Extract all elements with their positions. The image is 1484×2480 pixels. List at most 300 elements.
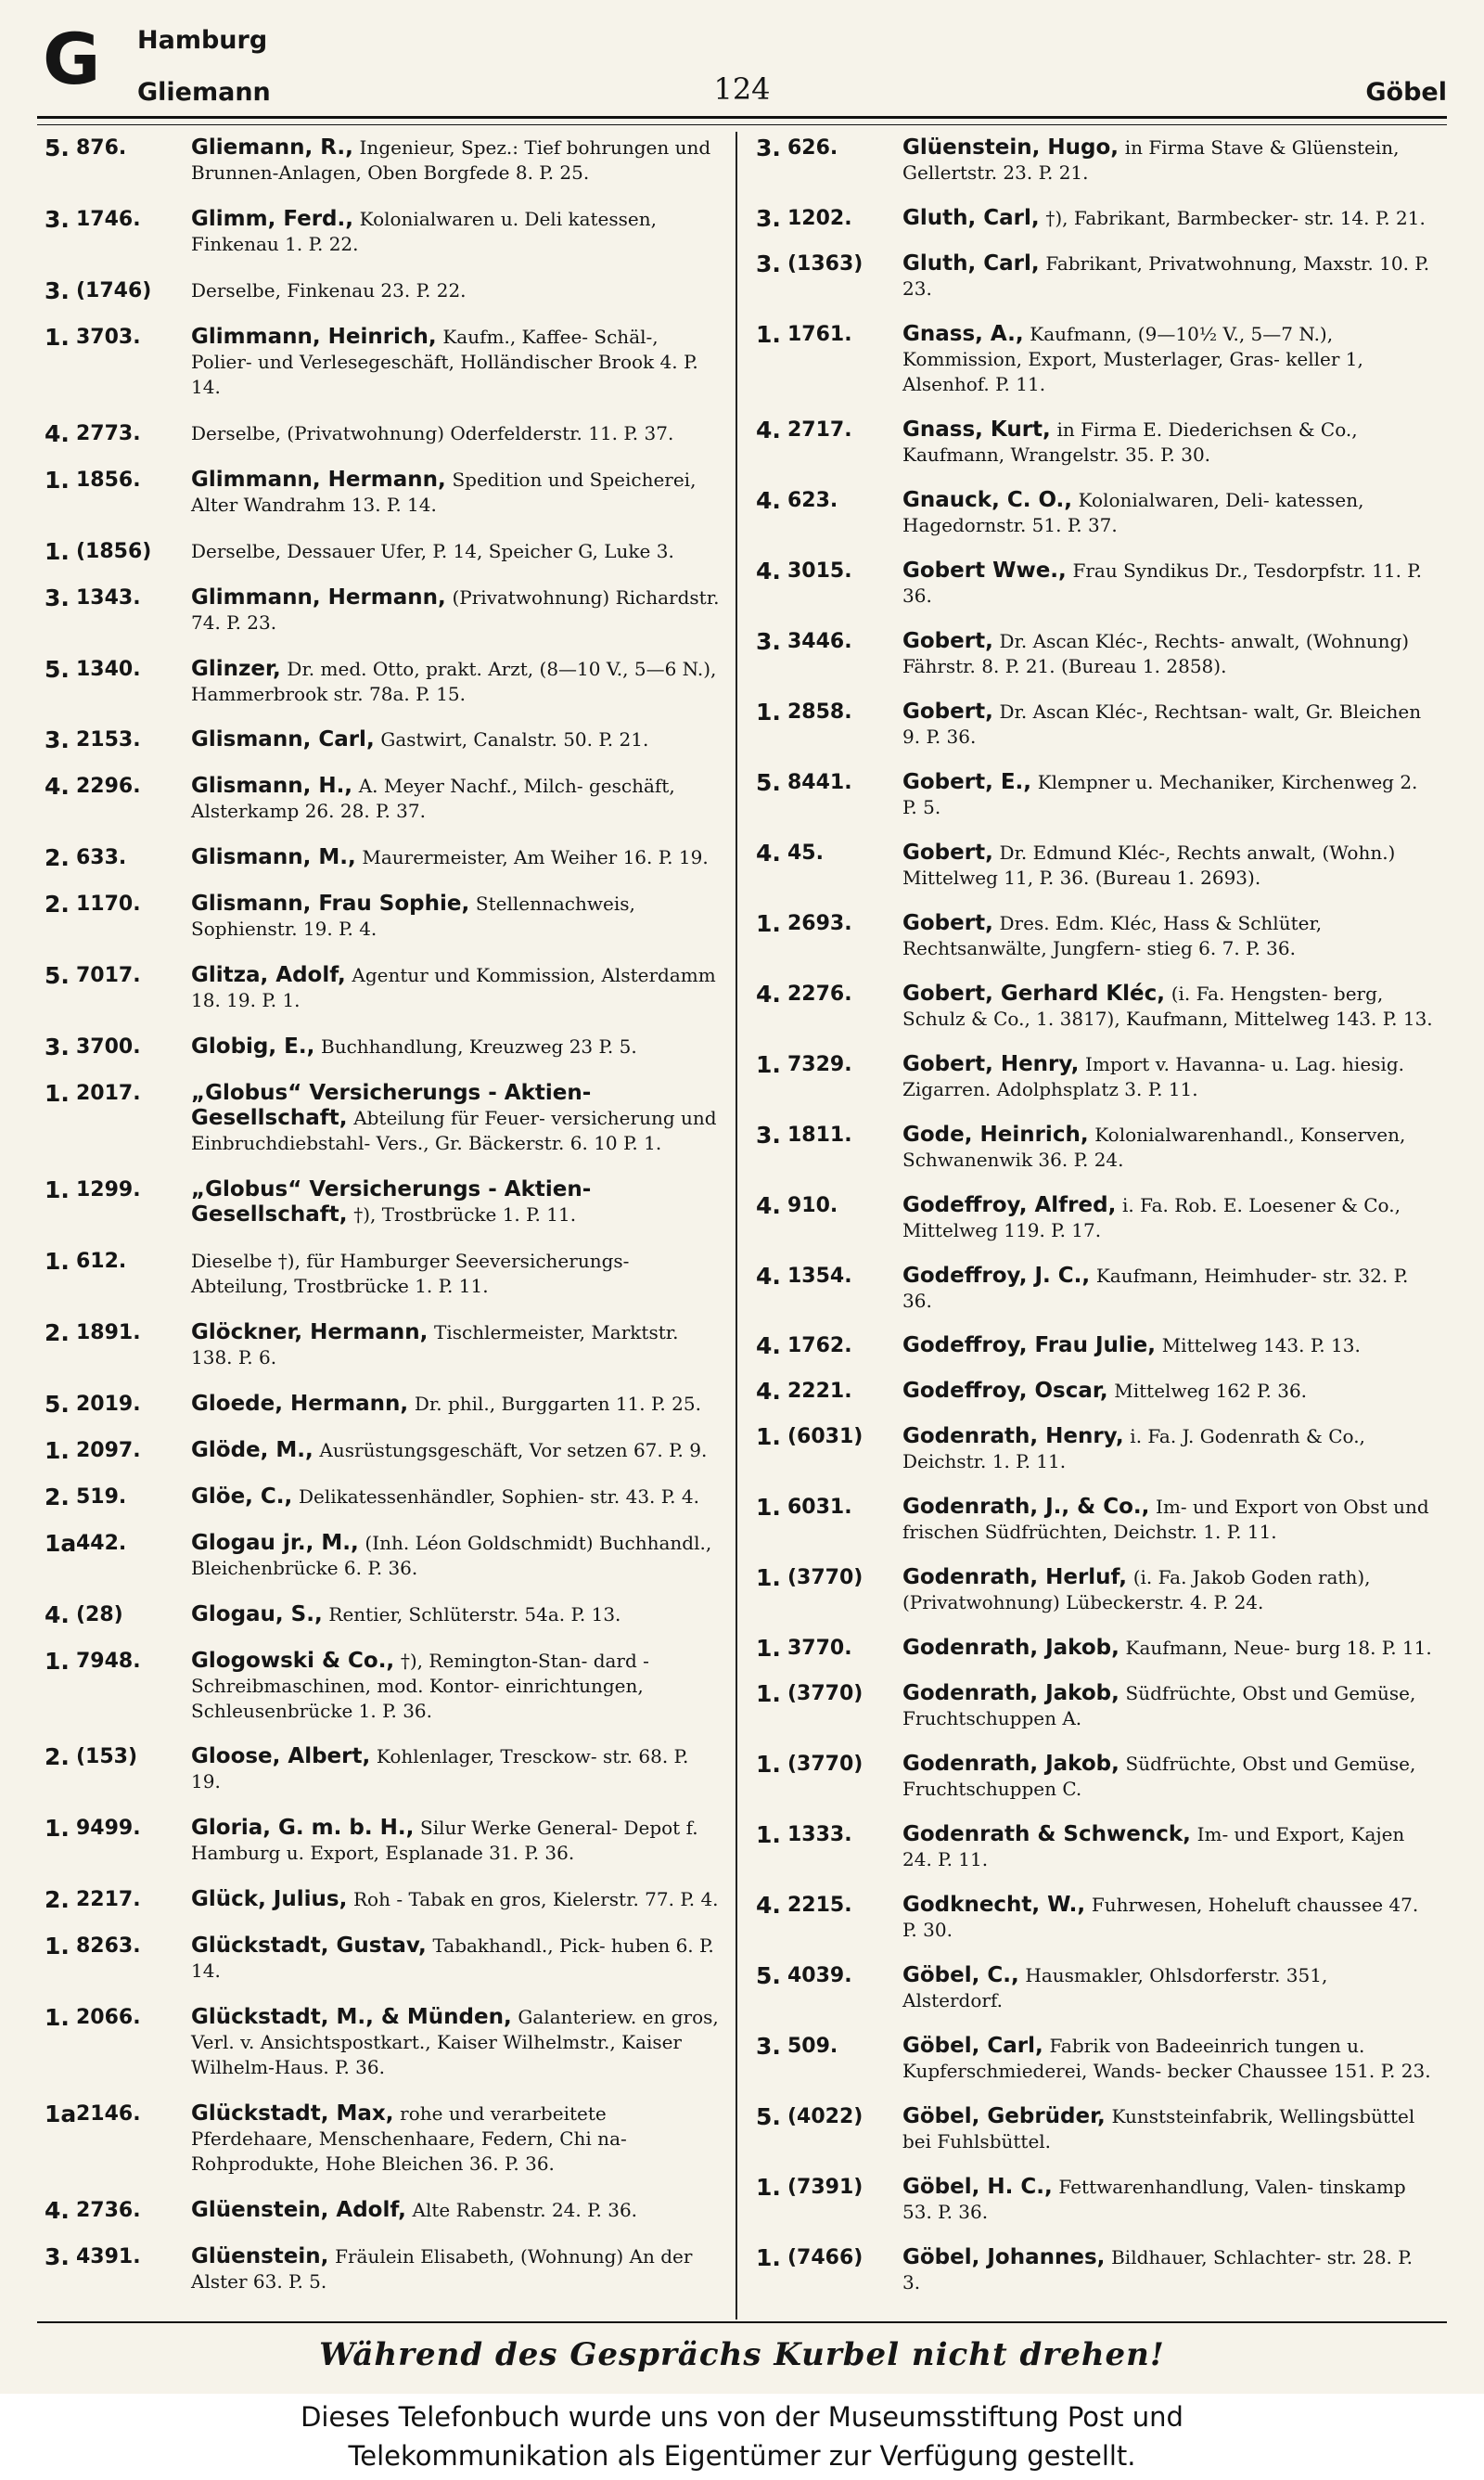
directory-entry <box>756 629 1433 679</box>
entry-name: Gloose, Albert, <box>191 1744 371 1769</box>
entry-class: 4. <box>756 1262 781 1290</box>
entry-details: Dr. Ascan Kléc-, Rechts- anwalt, (Wohnung) Fährstr. 8. P. 21. (Bureau 1. 2858). <box>902 629 1410 677</box>
entry-class: 1a <box>45 1529 77 1557</box>
directory-entry <box>756 1636 1433 1661</box>
entry-number: 1811. <box>787 1123 852 1147</box>
entry-details: Kaufmann, Neue- burg 18. P. 11. <box>1125 1637 1432 1660</box>
entry-details: Kohlenlager, Tresckow- str. 68. P. 19. <box>191 1745 689 1793</box>
entry-number: 7329. <box>787 1052 852 1076</box>
entry-name: Glüenstein, Adolf, <box>191 2198 406 2223</box>
entry-class: 1. <box>756 1635 781 1663</box>
entry-name: Glismann, M., <box>191 845 356 870</box>
entry-number: (6031) <box>787 1425 864 1449</box>
entry-number: 1170. <box>76 893 141 917</box>
entry-details: Kolonialwaren, Deli- katessen, Hagedornstr. 51. P. 37. <box>902 488 1364 536</box>
footer-rule <box>37 2321 1447 2323</box>
entry-name: Godeffroy, J. C., <box>902 1263 1091 1288</box>
entry-class: 1. <box>756 1494 781 1522</box>
entry-details: Hausmakler, Ohlsdorferstr. 351, Alsterdorf. <box>902 1964 1328 2012</box>
entry-number: 1299. <box>76 1178 141 1201</box>
directory-entry <box>45 963 722 1013</box>
directory-entry <box>45 1484 722 1510</box>
directory-entry <box>756 911 1433 961</box>
directory-entry <box>45 207 722 257</box>
entry-number: 2146. <box>76 2102 141 2127</box>
entry-number: 7017. <box>76 964 141 988</box>
entry-name: Glismann, Carl, <box>191 727 375 752</box>
left-column <box>45 135 722 2316</box>
entry-number: 633. <box>76 846 127 870</box>
entry-number: (1363) <box>787 251 864 276</box>
entry-class: 5. <box>756 2103 781 2131</box>
entry-number: 509. <box>787 2035 838 2059</box>
entry-details: Bildhauer, Schlachter- str. 28. P. 3. <box>902 2246 1414 2294</box>
entry-name: Gloede, Hermann, <box>191 1391 409 1416</box>
entry-number: 2717. <box>787 418 852 442</box>
entry-name: Gobert, E., <box>902 769 1032 794</box>
entry-class: 3. <box>45 276 70 304</box>
entry-name: Godenrath, J., & Co., <box>902 1495 1150 1520</box>
entry-details: in Firma Stave & Glüenstein, Gellertstr. 23. P. 21. <box>902 136 1400 184</box>
entry-name: Globig, E., <box>191 1034 315 1060</box>
entry-number: 2773. <box>76 421 141 445</box>
entry-number: 8441. <box>787 770 852 794</box>
entry-number: 1202. <box>787 206 852 230</box>
directory-entry <box>756 1963 1433 2013</box>
entry-name: Gobert, <box>902 699 993 724</box>
entry-number: 2276. <box>787 982 852 1006</box>
entry-details: Im- und Export von Obst und frischen Südfrüchten, Deichstr. 1. P. 11. <box>902 1496 1429 1544</box>
entry-class: 4. <box>45 419 70 447</box>
entry-class: 3. <box>756 2033 781 2061</box>
entry-details: Fuhrwesen, Hoheluft chaussee 47. P. 30. <box>902 1894 1419 1942</box>
entry-number: 3446. <box>787 629 852 653</box>
entry-details: Agentur und Kommission, Alsterdamm 18. 19. P. 1. <box>191 964 716 1012</box>
entry-class: 2. <box>45 844 70 872</box>
entry-number: 2097. <box>76 1438 141 1462</box>
entry-name: Gobert Wwe., <box>902 558 1067 583</box>
entry-class: 2. <box>45 1318 70 1346</box>
entry-number: 3770. <box>787 1637 852 1661</box>
entry-class: 4. <box>756 839 781 867</box>
entry-name: Göbel, H. C., <box>902 2175 1053 2200</box>
entry-details: Fabrikant, Privatwohnung, Maxstr. 10. P. 23. <box>902 251 1430 300</box>
directory-entry <box>45 1531 722 1581</box>
entry-name: Godenrath, Jakob, <box>902 1752 1119 1777</box>
entry-class: 1. <box>756 1423 781 1451</box>
directory-entry <box>45 1887 722 1912</box>
entry-class: 4. <box>756 1378 781 1406</box>
column-divider <box>736 132 737 2319</box>
right-column <box>756 135 1433 2316</box>
entry-number: 626. <box>787 136 838 160</box>
entry-class: 5. <box>756 1962 781 1990</box>
entry-number: (3770) <box>787 1753 864 1777</box>
directory-entry <box>756 2034 1433 2084</box>
entry-details: Roh - Tabak en gros, Kielerstr. 77. P. 4. <box>353 1888 719 1911</box>
entry-number: 1856. <box>76 468 141 492</box>
footer-notice: Während des Gesprächs Kurbel nicht drehen! <box>319 2336 1165 2373</box>
entry-name: Godenrath, Jakob, <box>902 1636 1119 1661</box>
entry-details: Dr. Ascan Kléc-, Rechtsan- walt, Gr. Bleichen 9. P. 36. <box>902 700 1422 748</box>
entry-class: 1. <box>756 909 781 937</box>
directory-entry <box>45 774 722 824</box>
entry-name: Gnass, Kurt, <box>902 417 1051 442</box>
header-range-to: Göbel <box>1365 78 1447 107</box>
entry-class: 5. <box>45 1390 70 1418</box>
entry-class: 5. <box>45 962 70 990</box>
directory-entry <box>45 1034 722 1060</box>
entry-class: 4. <box>756 1892 781 1920</box>
entry-details: Fettwarenhandlung, Valen- tinskamp 53. P. 36. <box>902 2176 1406 2224</box>
entry-number: 623. <box>787 488 838 512</box>
entry-number: 4039. <box>787 1964 852 1988</box>
entry-details: Mittelweg 143. P. 13. <box>1161 1334 1361 1357</box>
entry-name: Glogau jr., M., <box>191 1530 359 1555</box>
entry-class: 5. <box>45 655 70 683</box>
directory-entry <box>756 488 1433 538</box>
entry-class: 1. <box>45 466 70 494</box>
entry-name: Glinzer, <box>191 656 281 681</box>
directory-entry <box>45 325 722 400</box>
entry-details: (i. Fa. Jakob Goden rath), (Privatwohnung) Lübeckerstr. 4. P. 24. <box>902 1566 1371 1614</box>
entry-details: Dr. phil., Burggarten 11. P. 25. <box>414 1392 701 1415</box>
entry-class: 1. <box>45 1176 70 1203</box>
entry-number: (28) <box>76 1602 123 1626</box>
entry-class: 4. <box>45 2197 70 2225</box>
entry-name: Glimmann, Hermann, <box>191 585 446 610</box>
entry-name: Gluth, Carl, <box>902 205 1040 230</box>
entry-number: 3015. <box>787 559 852 583</box>
entry-class: 1. <box>45 1815 70 1843</box>
page-header <box>37 20 1447 122</box>
directory-entry <box>756 982 1433 1032</box>
header-place: Hamburg <box>137 26 268 55</box>
entry-name: Glüenstein, <box>191 2244 329 2268</box>
entry-details: Fräulein Elisabeth, (Wohnung) An der Alster 63. P. 5. <box>191 2245 693 2293</box>
entry-details: Ingenieur, Spez.: Tief bohrungen und Brunnen-Anlagen, Oben Borgfede 8. P. 25. <box>191 136 711 184</box>
entry-details: Fabrik von Badeeinrich tungen u. Kupferschmiederei, Wands- becker Chaussee 151. P. 23. <box>902 2035 1431 2083</box>
entry-name: Glogau, S., <box>191 1601 323 1626</box>
entry-class: 1. <box>756 1564 781 1592</box>
entry-details: Derselbe, Finkenau 23. P. 22. <box>191 278 467 302</box>
entry-number: 1746. <box>76 207 141 231</box>
entry-class: 3. <box>756 627 781 655</box>
entry-class: 1. <box>756 1751 781 1779</box>
directory-entry <box>45 845 722 870</box>
directory-entry <box>45 2198 722 2223</box>
directory-entry <box>45 657 722 707</box>
directory-entry <box>756 1379 1433 1404</box>
entry-number: 8263. <box>76 1934 141 1959</box>
entry-name: Glitza, Adolf, <box>191 963 346 988</box>
entry-number: 1762. <box>787 1334 852 1358</box>
entry-number: 2693. <box>787 911 852 935</box>
directory-entry <box>45 1320 722 1370</box>
entry-name: Gloria, G. m. b. H., <box>191 1816 415 1841</box>
directory-entry <box>45 1816 722 1866</box>
entry-number: 2858. <box>787 700 852 724</box>
entry-name: Glückstadt, Max, <box>191 2101 394 2127</box>
entry-name: Gobert, Gerhard Kléc, <box>902 981 1166 1006</box>
caption-line-1: Dieses Telefonbuch wurde uns von der Museumsstiftung Post und <box>301 2401 1183 2433</box>
entry-details: Mittelweg 162 P. 36. <box>1114 1380 1308 1403</box>
entry-number: 2017. <box>76 1082 141 1106</box>
directory-entry <box>756 2245 1433 2295</box>
entry-details: Dr. med. Otto, prakt. Arzt, (8—10 V., 5—6 N.), Hammerbrook str. 78a. P. 15. <box>191 657 717 705</box>
entry-number: (153) <box>76 1745 138 1769</box>
entry-number: 1343. <box>76 585 141 610</box>
entry-details: †), Fabrikant, Barmbecker- str. 14. P. 21. <box>1045 206 1426 229</box>
entry-details: †), Trostbrücke 1. P. 11. <box>353 1203 577 1226</box>
directory-entry <box>45 1602 722 1627</box>
entry-name: Gobert, Henry, <box>902 1051 1080 1076</box>
entry-details: Derselbe, Dessauer Ufer, P. 14, Speicher G, Luke 3. <box>191 539 674 562</box>
entry-details: †), Remington-Stan- dard - Schreibmaschinen, mod. Kontor- einrichtungen, Schleusenbrücke 1. P. 36. <box>191 1649 649 1722</box>
entry-number: (4022) <box>787 2105 864 2129</box>
entry-number: (3770) <box>787 1682 864 1706</box>
entry-name: Godeffroy, Frau Julie, <box>902 1333 1156 1358</box>
entry-name: Godeffroy, Alfred, <box>902 1192 1117 1217</box>
caption-line-2: Telekommunikation als Eigentümer zur Verfügung gestellt. <box>348 2440 1136 2472</box>
entry-class: 4. <box>756 1332 781 1360</box>
entry-details: in Firma E. Diederichsen & Co., Kaufmann, Wrangelstr. 35. P. 30. <box>902 418 1358 466</box>
entry-class: 3. <box>45 584 70 611</box>
entry-details: (i. Fa. Hengsten- berg, Schulz & Co., 1. 3817), Kaufmann, Mittelweg 143. P. 13. <box>902 982 1433 1030</box>
directory-entry <box>756 135 1433 186</box>
entry-name: Gobert, <box>902 840 993 865</box>
entry-details: Kaufmann, Heimhuder- str. 32. P. 36. <box>902 1264 1409 1312</box>
entry-class: 3. <box>756 250 781 277</box>
entry-number: 910. <box>787 1193 838 1217</box>
entry-details: Dieselbe †), für Hamburger Seeversicherungs- Abteilung, Trostbrücke 1. P. 11. <box>191 1249 630 1297</box>
entry-details: Maurermeister, Am Weiher 16. P. 19. <box>362 846 709 869</box>
entry-class: 4. <box>756 416 781 443</box>
entry-class: 1. <box>45 1647 70 1675</box>
entry-details: Tabakhandl., Pick- huben 6. P. 14. <box>191 1934 714 1983</box>
entry-details: Im- und Export, Kajen 24. P. 11. <box>902 1823 1405 1871</box>
directory-entry <box>756 1752 1433 1802</box>
entry-number: 876. <box>76 136 127 160</box>
entry-name: Godenrath, Herluf, <box>902 1565 1128 1590</box>
entry-number: 6031. <box>787 1496 852 1520</box>
entry-class: 3. <box>756 135 781 161</box>
entry-number: 9499. <box>76 1817 141 1841</box>
directory-entry <box>45 278 722 303</box>
entry-number: 45. <box>787 841 824 865</box>
directory-entry <box>45 585 722 636</box>
entry-details: Alte Rabenstr. 24. P. 36. <box>412 2199 638 2222</box>
directory-entry <box>756 2104 1433 2154</box>
directory-entry <box>45 1392 722 1417</box>
entry-class: 2. <box>45 1483 70 1510</box>
entry-class: 3. <box>45 2243 70 2270</box>
directory-entry <box>756 1052 1433 1102</box>
entry-details: Tischlermeister, Marktstr. 138. P. 6. <box>191 1320 679 1368</box>
entry-details: Kaufmann, (9—10½ V., 5—7 N.), Kommission, Export, Musterlager, Gras- keller 1, Alsenhof. P. 11. <box>902 322 1363 395</box>
entry-number: (1746) <box>76 278 152 302</box>
entry-class: 3. <box>756 1121 781 1149</box>
directory-entry <box>756 1565 1433 1615</box>
entry-name: Göbel, C., <box>902 1963 1019 1988</box>
directory-entry <box>756 1264 1433 1314</box>
directory-entry <box>756 770 1433 820</box>
entry-name: Glöde, M., <box>191 1437 313 1462</box>
directory-entry <box>45 727 722 752</box>
directory-entry <box>45 1649 722 1724</box>
entry-details: Dres. Edm. Kléc, Hass & Schlüter, Rechtsanwälte, Jungfern- stieg 6. 7. P. 36. <box>902 911 1323 959</box>
entry-name: Gobert, <box>902 628 993 653</box>
entry-class: 1a <box>45 2101 77 2128</box>
entry-class: 1. <box>756 698 781 726</box>
header-rule <box>37 116 1447 119</box>
entry-number: 2153. <box>76 728 141 752</box>
entry-class: 1. <box>756 2244 781 2272</box>
directory-entry <box>756 1495 1433 1545</box>
entry-details: Abteilung für Feuer- versicherung und Einbruchdiebstahl- Vers., Gr. Bäckerstr. 6. 10 P. 1. <box>191 1107 717 1155</box>
entry-number: 4391. <box>76 2245 141 2268</box>
entry-name: Göbel, Carl, <box>902 2034 1043 2059</box>
entry-class: 1. <box>756 1050 781 1078</box>
entry-name: Glückstadt, Gustav, <box>191 1934 427 1959</box>
caption-bar <box>0 2394 1484 2480</box>
directory-entry <box>45 1249 722 1299</box>
entry-details: A. Meyer Nachf., Milch- geschäft, Alsterkamp 26. 28. P. 37. <box>191 775 675 823</box>
directory-entry <box>756 1424 1433 1474</box>
entry-number: 442. <box>76 1531 127 1555</box>
entry-class: 3. <box>756 204 781 232</box>
entry-number: 7948. <box>76 1649 141 1673</box>
entry-number: 1333. <box>787 1823 852 1847</box>
entry-details: Frau Syndikus Dr., Tesdorpfstr. 11. P. 36. <box>902 559 1423 607</box>
entry-class: 1. <box>45 537 70 565</box>
directory-entry <box>45 2005 722 2080</box>
entry-details: Dr. Edmund Kléc-, Rechts anwalt, (Wohn.) Mittelweg 11, P. 36. (Bureau 1. 2693). <box>902 841 1396 889</box>
entry-name: Glimmann, Hermann, <box>191 467 446 492</box>
entry-name: Glimmann, Heinrich, <box>191 324 437 349</box>
entry-class: 1. <box>45 323 70 351</box>
entry-name: Göbel, Johannes, <box>902 2245 1106 2270</box>
entry-details: Silur Werke General- Depot f. Hamburg u. Export, Esplanade 31. P. 36. <box>191 1817 698 1865</box>
entry-name: Gnass, A., <box>902 321 1024 346</box>
entry-details: Galanteriew. en gros, Verl. v. Ansichtspostkart., Kaiser Wilhelmstr., Kaiser Wilhelm-Haus. P. 36. <box>191 2006 719 2079</box>
entry-name: Godenrath, Jakob, <box>902 1681 1119 1706</box>
entry-number: 2019. <box>76 1392 141 1416</box>
entry-number: 1340. <box>76 657 141 681</box>
entry-number: 3700. <box>76 1035 141 1060</box>
directory-entry <box>45 539 722 564</box>
entry-details: Buchhandlung, Kreuzweg 23 P. 5. <box>321 1035 637 1059</box>
entry-details: Import v. Havanna- u. Lag. hiesig. Zigarren. Adolphsplatz 3. P. 11. <box>902 1052 1404 1100</box>
entry-details: Derselbe, (Privatwohnung) Oderfelderstr. 11. P. 37. <box>191 421 674 444</box>
entry-name: „Globus“ Versicherungs - Aktien- Gesellschaft, <box>191 1177 592 1227</box>
entry-details: Kunststeinfabrik, Wellingsbüttel bei Fuhlsbüttel. <box>902 2105 1415 2153</box>
entry-details: (Privatwohnung) Richardstr. 74. P. 23. <box>191 585 720 634</box>
entry-name: Glückstadt, M., & Münden, <box>191 2005 512 2030</box>
entry-name: Glismann, Frau Sophie, <box>191 892 470 917</box>
directory-entry <box>756 559 1433 609</box>
entry-class: 1. <box>756 1821 781 1849</box>
directory-entry <box>45 2101 722 2177</box>
entry-name: Gliemann, R., <box>191 135 353 160</box>
entry-number: 2215. <box>787 1894 852 1918</box>
entry-number: 1761. <box>787 322 852 346</box>
directory-entry <box>45 421 722 446</box>
entry-name: Gluth, Carl, <box>902 251 1040 276</box>
entry-details: Stellennachweis, Sophienstr. 19. P. 4. <box>191 893 635 941</box>
entry-name: Godeffroy, Oscar, <box>902 1379 1108 1404</box>
entry-class: 3. <box>45 726 70 754</box>
directory-entry <box>45 1081 722 1156</box>
entry-details: i. Fa. Rob. E. Loesener & Co., Mittelweg 119. P. 17. <box>902 1193 1401 1241</box>
entry-details: Kolonialwarenhandl., Konserven, Schwanenwik 36. P. 24. <box>902 1123 1406 1171</box>
directory-entry <box>45 1177 722 1227</box>
header-rule-thin <box>37 124 1447 125</box>
entry-name: Glöe, C., <box>191 1484 293 1509</box>
directory-entry <box>756 1333 1433 1358</box>
entry-class: 4. <box>756 980 781 1008</box>
entry-class: 3. <box>45 1034 70 1061</box>
entry-name: Godenrath & Schwenck, <box>902 1822 1191 1847</box>
entry-class: 1. <box>45 1436 70 1464</box>
entry-class: 5. <box>45 135 70 161</box>
entry-details: Spedition und Speicherei, Alter Wandrahm 13. P. 14. <box>191 468 697 516</box>
entry-number: 2296. <box>76 775 141 799</box>
entry-class: 4. <box>45 1600 70 1628</box>
entry-class: 2. <box>45 1886 70 1914</box>
directory-entry <box>756 1893 1433 1943</box>
entry-name: Glöckner, Hermann, <box>191 1319 429 1344</box>
entry-number: (3770) <box>787 1566 864 1590</box>
entry-class: 1. <box>45 1080 70 1108</box>
entry-details: rohe und verarbeitete Pferdehaare, Menschenhaare, Federn, Chi na-Rohprodukte, Hohe Bleichen 36. P. 36. <box>191 2102 627 2176</box>
directory-entry <box>45 1744 722 1794</box>
entry-class: 4. <box>756 1191 781 1219</box>
entry-name: Godknecht, W., <box>902 1893 1086 1918</box>
entry-class: 5. <box>756 768 781 796</box>
directory-entry <box>756 700 1433 750</box>
directory-entry <box>756 1123 1433 1173</box>
directory-entry <box>756 206 1433 231</box>
entry-number: 1354. <box>787 1264 852 1288</box>
entry-number: 1891. <box>76 1320 141 1344</box>
entry-class: 4. <box>45 773 70 801</box>
entry-name: Glüenstein, Hugo, <box>902 135 1119 160</box>
entry-name: „Globus“ Versicherungs - Aktien- Gesellschaft, <box>191 1081 592 1131</box>
directory-entry <box>45 1934 722 1984</box>
entry-class: 1. <box>45 2004 70 2032</box>
directory-entry <box>45 2244 722 2294</box>
directory-entry <box>756 251 1433 302</box>
directory-entry <box>756 2175 1433 2225</box>
entry-number: 519. <box>76 1484 127 1509</box>
entry-class: 1. <box>45 1933 70 1960</box>
directory-entry <box>756 1822 1433 1872</box>
entry-details: Klempner u. Mechaniker, Kirchenweg 2. P. 5. <box>902 770 1418 818</box>
entry-name: Glimm, Ferd., <box>191 206 353 231</box>
directory-entry <box>45 892 722 942</box>
entry-number: 612. <box>76 1249 127 1273</box>
entry-name: Godenrath, Henry, <box>902 1424 1124 1449</box>
directory-entry <box>756 841 1433 891</box>
entry-details: Ausrüstungsgeschäft, Vor setzen 67. P. 9. <box>319 1438 708 1461</box>
entry-class: 4. <box>756 557 781 585</box>
entry-details: Südfrüchte, Obst und Gemüse, Fruchtschuppen A. <box>902 1682 1416 1730</box>
entry-number: 2217. <box>76 1888 141 1912</box>
directory-entry <box>756 1681 1433 1731</box>
directory-entry <box>45 135 722 186</box>
entry-name: Gobert, <box>902 910 993 935</box>
